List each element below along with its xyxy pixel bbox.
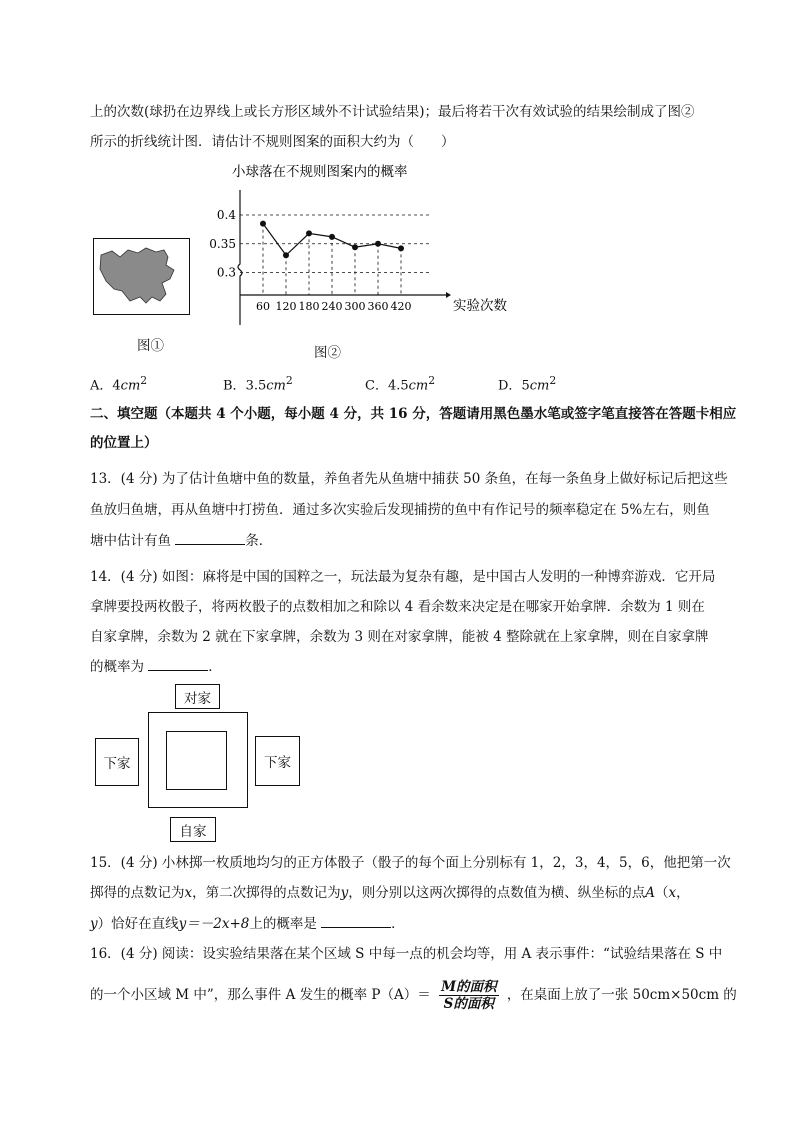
- option-d-value: 5: [521, 378, 530, 394]
- q13-line-1: 13．(4 分) 为了估计鱼塘中鱼的数量，养鱼者先从鱼塘中捕获 50 条鱼，在每一条鱼身上做好标记后把这些: [90, 471, 728, 487]
- q15-text-a: 掷得的点数记为: [90, 885, 185, 901]
- q14-text-end: ．: [208, 659, 222, 675]
- q15-text-end: ．: [391, 916, 405, 932]
- option-a[interactable]: [90, 374, 147, 393]
- q15-text-c: ，则分别以这两次掷得的点数值为横、纵坐标的点: [348, 885, 646, 901]
- data-point: [306, 230, 312, 236]
- y-tick-labels: [209, 208, 236, 280]
- q16-text-b: ，在桌面上放了一张 50cm×50cm 的: [506, 987, 737, 1003]
- data-point: [352, 244, 358, 250]
- irregular-shape: [100, 248, 174, 303]
- data-point: [260, 221, 266, 227]
- q15-point-x: x: [668, 885, 677, 901]
- q15-equation: y＝－2x+8: [178, 916, 250, 932]
- seat-right: 下家: [255, 736, 300, 786]
- table-inner: [166, 731, 227, 790]
- q15-line-1: 15．(4 分) 小林掷一枚质地均匀的正方体骰子（骰子的每个面上分别标有 1，2，3，4，5，6，他把第一次: [90, 855, 731, 871]
- q15-text-b: ，第二次掷得的点数记为: [192, 885, 341, 901]
- x-tick-label: 300: [344, 300, 366, 313]
- option-c[interactable]: [365, 374, 435, 393]
- x-tick-label: 120: [275, 300, 297, 313]
- option-a-sup: 2: [140, 374, 148, 387]
- q14-line-4: [90, 656, 222, 677]
- q13-text: 塘中估计有鱼: [90, 533, 171, 549]
- q13-line-3: [90, 530, 272, 551]
- q16-text-a: 的一个小区域 M 中”，那么事件 A 发生的概率 P（A）＝: [90, 987, 431, 1003]
- y-tick-label: 0.35: [209, 236, 236, 251]
- q14-line-1: 14．(4 分) 如图：麻将是中国的国粹之一，玩法最为复杂有趣，是中国古人发明的一种博弈游戏．它开局: [90, 569, 716, 585]
- q13-text-end: 条．: [245, 533, 273, 549]
- option-a-value: 4: [112, 378, 121, 394]
- chart-gridlines: [240, 215, 432, 295]
- section-heading-line-1: 二、填空题（本题共 4 个小题，每小题 4 分，共 16 分，答题请用黑色墨水笔或签字笔直接答在答题卡相应: [90, 406, 737, 422]
- q13-answer-blank[interactable]: [175, 530, 245, 545]
- x-tick-label: 420: [390, 300, 412, 313]
- q15-var-y: y: [340, 885, 349, 901]
- y-axis: [238, 190, 242, 325]
- q15-answer-blank[interactable]: [321, 913, 391, 928]
- x-axis-label: 实验次数: [453, 298, 507, 314]
- option-b[interactable]: [223, 374, 293, 393]
- q14-text: 的概率为: [90, 659, 144, 675]
- seat-top: 对家: [175, 684, 220, 709]
- q16-line-1: 16．(4 分) 阅读：设实验结果落在某个区域 S 中每一点的机会均等，用 A 表示事件：“试验结果落在 S 中: [90, 946, 723, 962]
- option-d-unit: cm: [529, 378, 550, 394]
- probability-line-chart: [200, 160, 530, 330]
- probability-fraction: [439, 979, 498, 1012]
- option-d[interactable]: [498, 374, 556, 393]
- x-tick-label: 360: [367, 300, 389, 313]
- section-heading-line-2: 的位置上）: [90, 435, 158, 451]
- option-b-sup: 2: [285, 374, 293, 387]
- q13-line-2: 鱼放归鱼塘，再从鱼塘中打捞鱼．通过多次实验后发现捕捞的鱼中有作记号的频率稳定在 5%左右，则鱼: [90, 502, 710, 518]
- data-point: [398, 245, 404, 251]
- seat-left: 下家: [95, 738, 139, 786]
- chart-title: 小球落在不规则图案内的概率: [232, 164, 408, 180]
- option-c-letter: C．: [365, 378, 388, 394]
- q15-line-3: [90, 913, 405, 934]
- data-point: [283, 252, 289, 258]
- option-c-unit: cm: [408, 378, 429, 394]
- q15-point-y: y: [90, 916, 98, 932]
- q15-point: A: [645, 885, 656, 901]
- option-b-value: 3.5: [245, 378, 267, 394]
- intro-line-1: 上的次数(球扔在边界线上或长方形区域外不计试验结果)；最后将若干次有效试验的结果绘制成了图②: [90, 104, 695, 120]
- figure-1-rectangle: [93, 238, 190, 315]
- y-tick-label: 0.3: [216, 265, 236, 280]
- q15-text-d: ）恰好在直线: [97, 916, 179, 932]
- option-b-letter: B．: [223, 378, 246, 394]
- q14-line-2: 拿牌要投两枚骰子，将两枚骰子的点数相加之和除以 4 看余数来决定是在哪家开始拿牌．余数为 1 则在: [90, 599, 705, 615]
- q15-paren-open: （: [655, 885, 669, 901]
- q15-line-2: [90, 883, 690, 903]
- seat-bottom: 自家: [170, 817, 216, 842]
- fraction-denominator: S的面积: [443, 996, 494, 1012]
- series-line: [260, 221, 404, 259]
- option-c-value: 4.5: [387, 378, 409, 394]
- option-b-unit: cm: [266, 378, 286, 394]
- data-point: [375, 241, 381, 247]
- x-axis-arrow: [446, 292, 451, 298]
- figure-2-caption: 图②: [314, 345, 341, 361]
- option-d-sup: 2: [549, 374, 557, 387]
- x-tick-labels: [256, 300, 412, 313]
- q14-answer-blank[interactable]: [148, 656, 208, 671]
- y-tick-label: 0.4: [216, 208, 236, 222]
- option-d-letter: D．: [498, 378, 522, 394]
- data-point: [329, 234, 335, 240]
- x-tick-label: 60: [256, 300, 270, 313]
- figure-1-caption: 图①: [137, 338, 164, 354]
- irregular-shape-figure: [94, 239, 188, 313]
- x-tick-label: 180: [298, 300, 320, 313]
- q15-text-e: 上的概率是: [249, 916, 317, 932]
- x-tick-label: 240: [321, 300, 343, 313]
- option-a-unit: cm: [120, 378, 141, 394]
- option-a-letter: A．: [90, 378, 113, 394]
- q14-line-3: 自家拿牌，余数为 2 就在下家拿牌，余数为 3 则在对家拿牌，能被 4 整除就在上家拿牌，则在自家拿牌: [90, 629, 709, 645]
- fraction-numerator: M的面积: [441, 979, 497, 995]
- q15-comma: ，: [676, 885, 690, 901]
- q16-line-2: [90, 979, 737, 1012]
- intro-line-2: 所示的折线统计图．请估计不规则图案的面积大约为（ ）: [90, 134, 455, 150]
- q15-var-x: x: [184, 885, 193, 901]
- option-c-sup: 2: [428, 374, 436, 387]
